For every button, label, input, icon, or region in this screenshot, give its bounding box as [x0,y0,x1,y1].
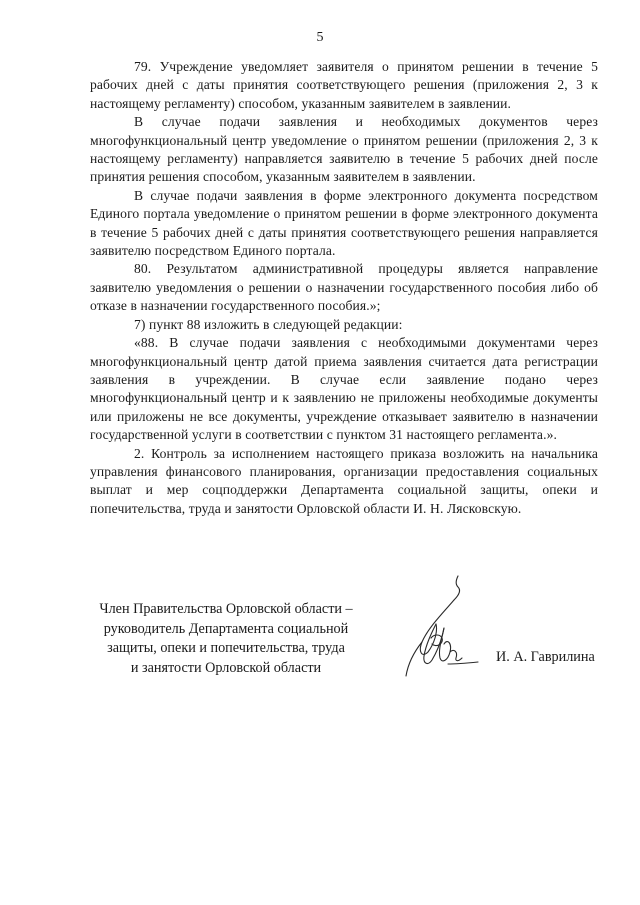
paragraph-amendment-88-intro: 7) пункт 88 изложить в следующей редакции: [134,316,403,332]
paragraph-mfc-notification: В случае подачи заявления и необходимых документов через многофункциональный центр уведомление о принятом решении (приложения 2, 3 к настоящему регламенту) направляется заявителю в течение 5 рабочих дней после принятия решения способом, указанным заявителем в заявлении. [90,114,598,185]
document-body [90,58,598,518]
paragraph-80: 80. Результатом административной процедуры является направление заявителю уведомления о решении о назначении государственного пособия либо об отказе в назначении государственного пособия.»; [90,261,598,314]
paragraph-portal-notification: В случае подачи заявления в форме электронного документа посредством Единого портала уведомление о принятом решении в форме электронного документа в течение 5 рабочих дней с даты принятия соответствующего решения направляется заявителю посредством Единого портала. [90,187,598,259]
paragraph-88: «88. В случае подачи заявления с необходимыми документами через многофункциональный центр датой приема заявления считается дата регистрации заявления в учреждении. В случае если заявление подано через многофункциональный центр и к заявлению не приложены необходимые документы или приложены не все документы, учреждение отказывает заявителю в назначении государственной услуги в соответствии с пунктом 31 настоящего регламента.». [90,335,598,443]
position-line: руководитель Департамента социальной [103,620,349,637]
position-line: Член Правительства Орловской области – [99,601,353,617]
signatory-position [86,600,366,678]
signatory-name: И. А. Гаврилина [496,649,595,665]
paragraph-control: 2. Контроль за исполнением настоящего приказа возложить на начальника управления финансового планирования, организации предоставления социальных выплат и мер соцподдержки Департамента социальной защиты, опеки и попечительства, труда и занятости Орловской области И. Н. Лясковскую. [90,445,598,516]
position-line: защиты, опеки и попечительства, труда [107,640,345,656]
page-number: 5 [316,30,324,45]
handwritten-signature-icon [398,572,488,680]
position-line: и занятости Орловской области [130,659,322,676]
paragraph-79: 79. Учреждение уведомляет заявителя о принятом решении в течение 5 рабочих дней с даты принятия соответствующего решения (приложения 2, 3 к настоящему регламенту) способом, указанным заявителем в заявлении. [90,59,598,111]
